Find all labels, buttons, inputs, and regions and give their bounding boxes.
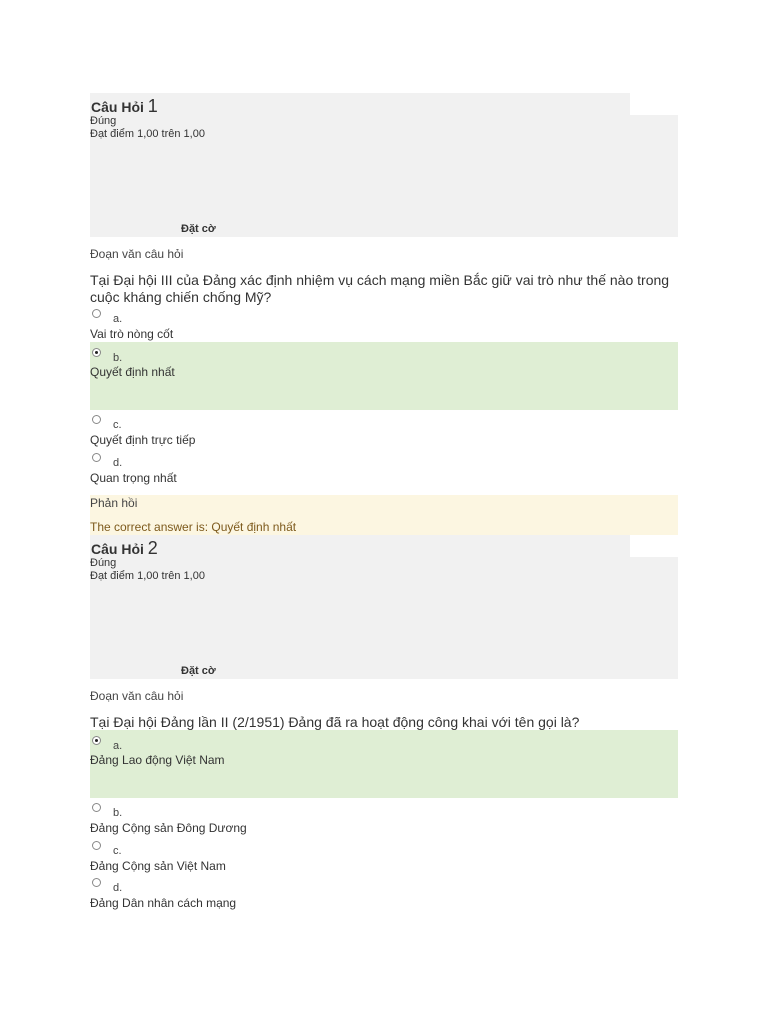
option-text: Vai trò nòng cốt [90, 327, 174, 341]
flag-question-button[interactable]: Đặt cờ [181, 665, 216, 677]
radio-button[interactable] [92, 841, 101, 850]
option-letter: a. [113, 313, 123, 325]
answer-option-a[interactable] [90, 309, 678, 341]
option-text: Đảng Dân nhân cách mạng [90, 896, 237, 910]
question-heading [91, 538, 158, 559]
question-grade: Đạt điểm 1,00 trên 1,00 [90, 128, 205, 140]
question-number: 2 [147, 538, 158, 558]
question-state: Đúng [90, 115, 117, 127]
option-letter: d. [113, 457, 123, 469]
option-letter: a. [113, 740, 123, 752]
answer-option-c[interactable] [90, 841, 678, 873]
option-letter: b. [113, 352, 123, 364]
option-text: Đảng Lao động Việt Nam [90, 753, 225, 767]
option-letter: b. [113, 807, 123, 819]
correct-answer-text: The correct answer is: Quyết định nhất [90, 520, 297, 534]
radio-button[interactable] [92, 878, 101, 887]
question-state: Đúng [90, 557, 117, 569]
question-text-label: Đoạn văn câu hỏi [90, 247, 184, 261]
option-text: Đảng Cộng sản Việt Nam [90, 859, 226, 873]
option-letter: c. [113, 845, 122, 857]
option-text: Đảng Cộng sản Đông Dương [90, 821, 247, 835]
question-heading-label: Câu Hỏi [91, 541, 144, 557]
answer-option-d[interactable] [90, 878, 678, 910]
answer-option-b[interactable] [90, 342, 678, 410]
radio-button-selected[interactable] [92, 736, 101, 745]
option-text: Quyết định trực tiếp [90, 433, 196, 447]
flag-question-button[interactable]: Đặt cờ [181, 223, 216, 235]
question-text: Tại Đại hội III của Đảng xác định nhiệm vụ cách mạng miền Bắc giữ vai trò như thế nào trong cuộc kháng chiến chống Mỹ? [90, 272, 670, 305]
feedback-label: Phản hồi [90, 496, 138, 510]
option-letter: c. [113, 419, 122, 431]
option-letter: d. [113, 882, 123, 894]
question-heading-label: Câu Hỏi [91, 99, 144, 115]
answer-option-c[interactable] [90, 415, 678, 447]
radio-button[interactable] [92, 803, 101, 812]
question-info-header [90, 535, 630, 557]
radio-button[interactable] [92, 415, 101, 424]
question-text-label: Đoạn văn câu hỏi [90, 689, 184, 703]
answer-option-b[interactable] [90, 803, 678, 835]
radio-button-selected[interactable] [92, 348, 101, 357]
question-info-header [90, 93, 630, 115]
question-number: 1 [147, 96, 158, 116]
question-text: Tại Đại hội Đảng lần II (2/1951) Đảng đã ra hoạt động công khai với tên gọi là? [90, 714, 580, 730]
answer-option-d[interactable] [90, 453, 678, 485]
option-text: Quan trọng nhất [90, 471, 177, 485]
radio-button[interactable] [92, 309, 101, 318]
answer-option-a[interactable] [90, 730, 678, 798]
question-grade: Đạt điểm 1,00 trên 1,00 [90, 570, 205, 582]
question-heading [91, 96, 158, 117]
option-text: Quyết định nhất [90, 365, 175, 379]
radio-button[interactable] [92, 453, 101, 462]
